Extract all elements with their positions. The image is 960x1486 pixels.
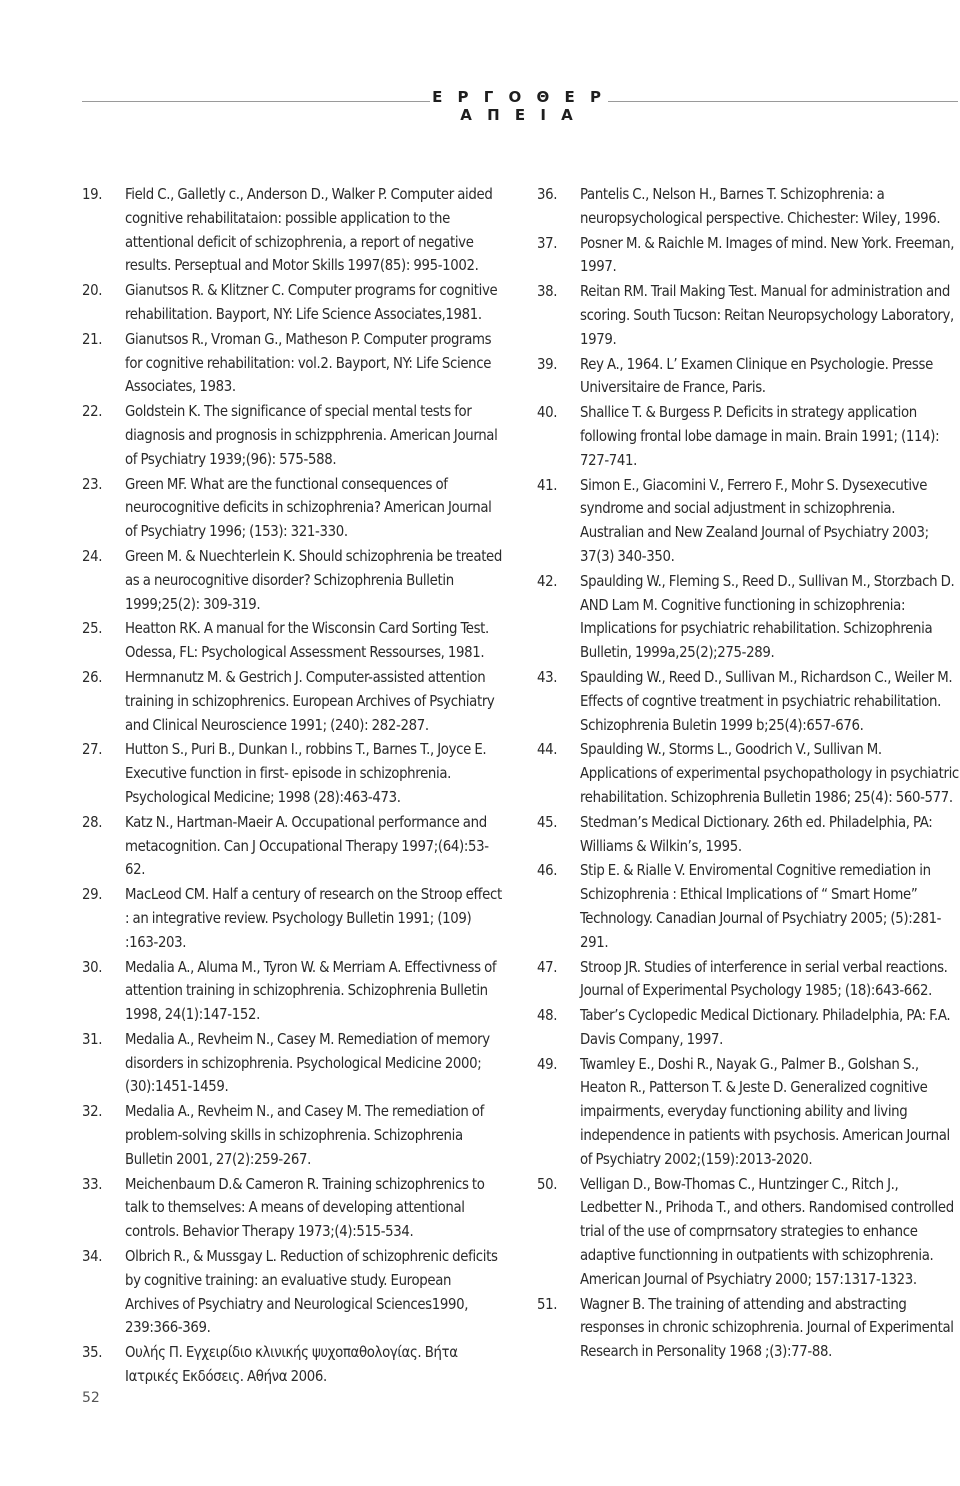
reference-number: 50.	[537, 1175, 558, 1193]
reference-number: 37.	[537, 234, 558, 252]
reference-item	[82, 1341, 507, 1389]
reference-item	[82, 883, 507, 954]
reference-item	[537, 859, 960, 954]
reference-item	[537, 1004, 960, 1052]
reference-item	[82, 328, 507, 399]
reference-item	[537, 956, 960, 1004]
reference-number: 32.	[82, 1103, 103, 1121]
reference-item	[537, 280, 960, 351]
reference-text: Gianutsos R., Vroman G., Matheson P. Computer programs for cognitive rehabilitation: vol.2. Bayport, NY: Life Science Associates, 1983.	[125, 330, 492, 396]
reference-number: 43.	[537, 668, 558, 686]
reference-item	[537, 811, 960, 859]
reference-text: Medalia A., Revheim N., and Casey M. The remediation of problem-solving skills in schizophrenia. Schizophrenia Bulletin 2001, 27(2):259-267.	[125, 1103, 484, 1168]
reference-number: 20.	[82, 282, 103, 300]
reference-number: 33.	[82, 1175, 103, 1193]
reference-item	[82, 738, 507, 809]
reference-text: Stip E. & Rialle V. Enviromental Cognitive remediation in Schizophrenia : Ethical Implications of “ Smart Home” Technology. Canadian Journal of Psychiatry 2005; (5):281-291.	[580, 862, 942, 951]
reference-item	[82, 279, 507, 327]
reference-item	[537, 232, 960, 280]
reference-number: 36.	[537, 186, 558, 203]
reference-item	[537, 738, 960, 809]
reference-number: 26.	[82, 668, 103, 686]
reference-number: 27.	[82, 741, 103, 759]
reference-item	[537, 401, 960, 472]
reference-number: 31.	[82, 1030, 103, 1048]
reference-text: Stroop JR. Studies of interference in serial verbal reactions. Journal of Experimental Psychology 1985; (18):643-662.	[580, 958, 948, 1000]
reference-number: 45.	[537, 813, 558, 831]
reference-text: Taber’s Cyclopedic Medical Dictionary. Philadelphia, PA: F.A. Davis Company, 1997.	[580, 1007, 951, 1048]
reference-number: 24.	[82, 547, 103, 565]
reference-item	[82, 473, 507, 544]
reference-item	[82, 956, 507, 1027]
reference-text: Spaulding W., Fleming S., Reed D., Sullivan M., Storzbach D. AND Lam M. Cognitive functioning in schizophrenia: Implications for psychiatric rehabilitation. Schizophrenia Bulletin, 1999a,25(2);275-289.	[580, 572, 955, 662]
reference-text: Gianutsos R. & Klitzner C. Computer programs for cognitive rehabilitation. Bayport, NY: Life Science Associates,1981.	[125, 282, 498, 323]
reference-item	[537, 570, 960, 665]
reference-number: 48.	[537, 1007, 558, 1025]
reference-text: Hutton S., Puri B., Dunkan I., robbins T., Barnes T., Joyce E. Executive function in first- episode in schizophrenia. Psychological Medicine; 1998 (28):463-473.	[125, 741, 487, 806]
reference-item	[82, 545, 507, 616]
reference-text: Pantelis C., Nelson H., Barnes T. Schizophrenia: a neuropsychological perspective. Chichester: Wiley, 1996.	[580, 186, 941, 227]
reference-text: Twamley E., Doshi R., Nayak G., Palmer B., Golshan S., Heaton R., Patterson T. & Jeste D. Generalized cognitive impairments, everyday functioning ability and living independence in patients with psychosis. American Journal of Psychiatry 2002;(159):2013-2020.	[580, 1055, 950, 1168]
reference-text: Wagner B. The training of attending and abstracting responses in chronic schizophrenia. Journal of Experimental Research in Personality 1968 ;(3):77-88.	[580, 1295, 954, 1361]
reference-text: Rey A., 1964. L’ Examen Clinique en Psychologie. Presse Universitaire de France, Paris.	[580, 355, 933, 397]
reference-item	[537, 353, 960, 401]
reference-text: Stedman’s Medical Dictionary. 26th ed. Philadelphia, PA: Williams & Wilkin’s, 1995.	[580, 813, 933, 855]
reference-number: 51.	[537, 1295, 558, 1313]
reference-text: Posner M. & Raichle M. Images of mind. New York. Freeman, 1997.	[580, 234, 955, 276]
references-right-column	[537, 183, 960, 1365]
reference-number: 42.	[537, 572, 558, 590]
reference-text: Medalia A., Aluma M., Tyron W. & Merriam A. Effectivness of attention training in schizophrenia. Schizophrenia Bulletin 1998, 24(1):147-152.	[125, 958, 497, 1024]
reference-item	[537, 1053, 960, 1172]
page-number: 52	[82, 1390, 100, 1406]
reference-item	[82, 400, 507, 471]
reference-number: 41.	[537, 476, 558, 494]
reference-number: 47.	[537, 958, 558, 976]
reference-text: Spaulding W., Reed D., Sullivan M., Richardson C., Weiler M. Effects of cogntive treatment in psychiatric rehabilitation. Schizophrenia Buletin 1999 b;25(4):657-676.	[580, 668, 953, 734]
reference-item	[82, 1100, 507, 1171]
reference-text: Spaulding W., Storms L., Goodrich V., Sullivan M. Applications of experimental psychopathology in psychiatric rehabilitation. Schizophrenia Bulletin 1986; 25(4): 560-577.	[580, 741, 959, 806]
reference-text: Ουλής Π. Εγχειρίδιο κλινικής ψυχοπαθολογίας. Βήτα Ιατρικές Εκδόσεις. Αθήνα 2006.	[125, 1344, 458, 1386]
reference-text: Reitan RM. Trail Making Test. Manual for administration and scoring. South Tucson: Reitan Neuropsychology Laboratory, 1979.	[580, 283, 954, 348]
reference-text: Olbrich R., & Mussgay L. Reduction of schizophrenic deficits by cognitive training: an evaluative study. European Archives of Psychiatry and Neurological Sciences1990, 239:366-369.	[125, 1248, 498, 1337]
reference-number: 34.	[82, 1248, 103, 1266]
reference-number: 22.	[82, 403, 103, 421]
reference-number: 46.	[537, 862, 558, 880]
reference-text: Velligan D., Bow-Thomas C., Huntzinger C., Ritch J., Ledbetter N., Prihoda T., and others. Randomised controlled trial of the use of comprnsatory strategies to enhance adaptive functionning in outpatients with schizophrenia. American Journal of Psychiatry 2000; 157:1317-1323.	[580, 1175, 954, 1288]
reference-item	[537, 474, 960, 569]
reference-item	[82, 811, 507, 882]
reference-text: Green MF. What are the functional consequences of neurocognitive deficits in schizophrenia? American Journal of Psychiatry 1996; (153): 321-330.	[125, 475, 492, 541]
reference-text: Hermnanutz M. & Gestrich J. Computer-assisted attention training in schizophrenics. European Archives of Psychiatry and Clinical Neuroscience 1991; (240): 282-287.	[125, 668, 495, 734]
reference-number: 28.	[82, 813, 103, 831]
reference-text: Goldstein K. The significance of special mental tests for diagnosis and prognosis in schizpphrenia. American Journal of Psychiatry 1939;(96): 575-588.	[125, 403, 498, 468]
reference-number: 30.	[82, 958, 103, 976]
reference-number: 19.	[82, 186, 103, 203]
running-header-title: Ε Ρ Γ Ο Θ Ε Ρ Α Π Ε Ι Α	[432, 88, 606, 124]
reference-item	[82, 183, 507, 278]
reference-text: MacLeod CM. Half a century of research on the Stroop effect : an integrative review. Psychology Bulletin 1991; (109) :163-203.	[125, 886, 502, 951]
header-rule-left	[82, 101, 430, 102]
reference-text: Simon E., Giacomini V., Ferrero F., Mohr S. Dysexecutive syndrome and social adjustment in schizophrenia. Australian and New Zealand Journal of Psychiatry 2003; 37(3) 340-350.	[580, 476, 929, 565]
reference-number: 40.	[537, 404, 558, 422]
reference-text: Shallice T. & Burgess P. Deficits in strategy application following frontal lobe damage in main. Brain 1991; (114): 727-741.	[580, 404, 940, 469]
reference-text: Medalia A., Revheim N., Casey M. Remediation of memory disorders in schizophrenia. Psychological Medicine 2000; (30):1451-1459.	[125, 1030, 490, 1096]
reference-item	[537, 1293, 960, 1364]
reference-number: 21.	[82, 330, 103, 348]
reference-item	[82, 666, 507, 737]
reference-number: 39.	[537, 355, 558, 373]
reference-number: 23.	[82, 475, 103, 493]
reference-number: 25.	[82, 620, 103, 638]
header-rule-right	[608, 101, 958, 102]
reference-number: 35.	[82, 1344, 103, 1362]
reference-text: Field C., Galletly c., Anderson D., Walker P. Computer aided cognitive rehabilitataion: possible application to the attentional deficit of schizophrenia, a report of negative results. Perseptual and Motor Skills 1997(85): 995-1002.	[125, 186, 493, 275]
reference-item	[82, 617, 507, 665]
reference-text: Green M. & Nuechterlein K. Should schizophrenia be treated as a neurocognitive disorder? Schizophrenia Bulletin 1999;25(2): 309-319.	[125, 547, 503, 613]
reference-text: Heatton RK. A manual for the Wisconsin Card Sorting Test. Odessa, FL: Psychological Assessment Ressourses, 1981.	[125, 620, 489, 662]
reference-number: 44.	[537, 741, 558, 759]
references-left-column	[82, 183, 507, 1390]
reference-number: 38.	[537, 283, 558, 301]
reference-text: Meichenbaum D.& Cameron R. Training schizophrenics to talk to themselves: A means of developing attentional controls. Behavior Therapy 1973;(4):515-534.	[125, 1175, 485, 1241]
reference-text: Katz N., Hartman-Maeir A. Occupational performance and metacognition. Can J Occupational Therapy 1997;(64):53-62.	[125, 813, 489, 879]
reference-item	[537, 183, 960, 231]
reference-number: 29.	[82, 886, 103, 904]
reference-item	[82, 1173, 507, 1244]
reference-item	[537, 1173, 960, 1292]
reference-item	[82, 1245, 507, 1340]
reference-item	[537, 666, 960, 737]
reference-item	[82, 1028, 507, 1099]
reference-number: 49.	[537, 1055, 558, 1073]
